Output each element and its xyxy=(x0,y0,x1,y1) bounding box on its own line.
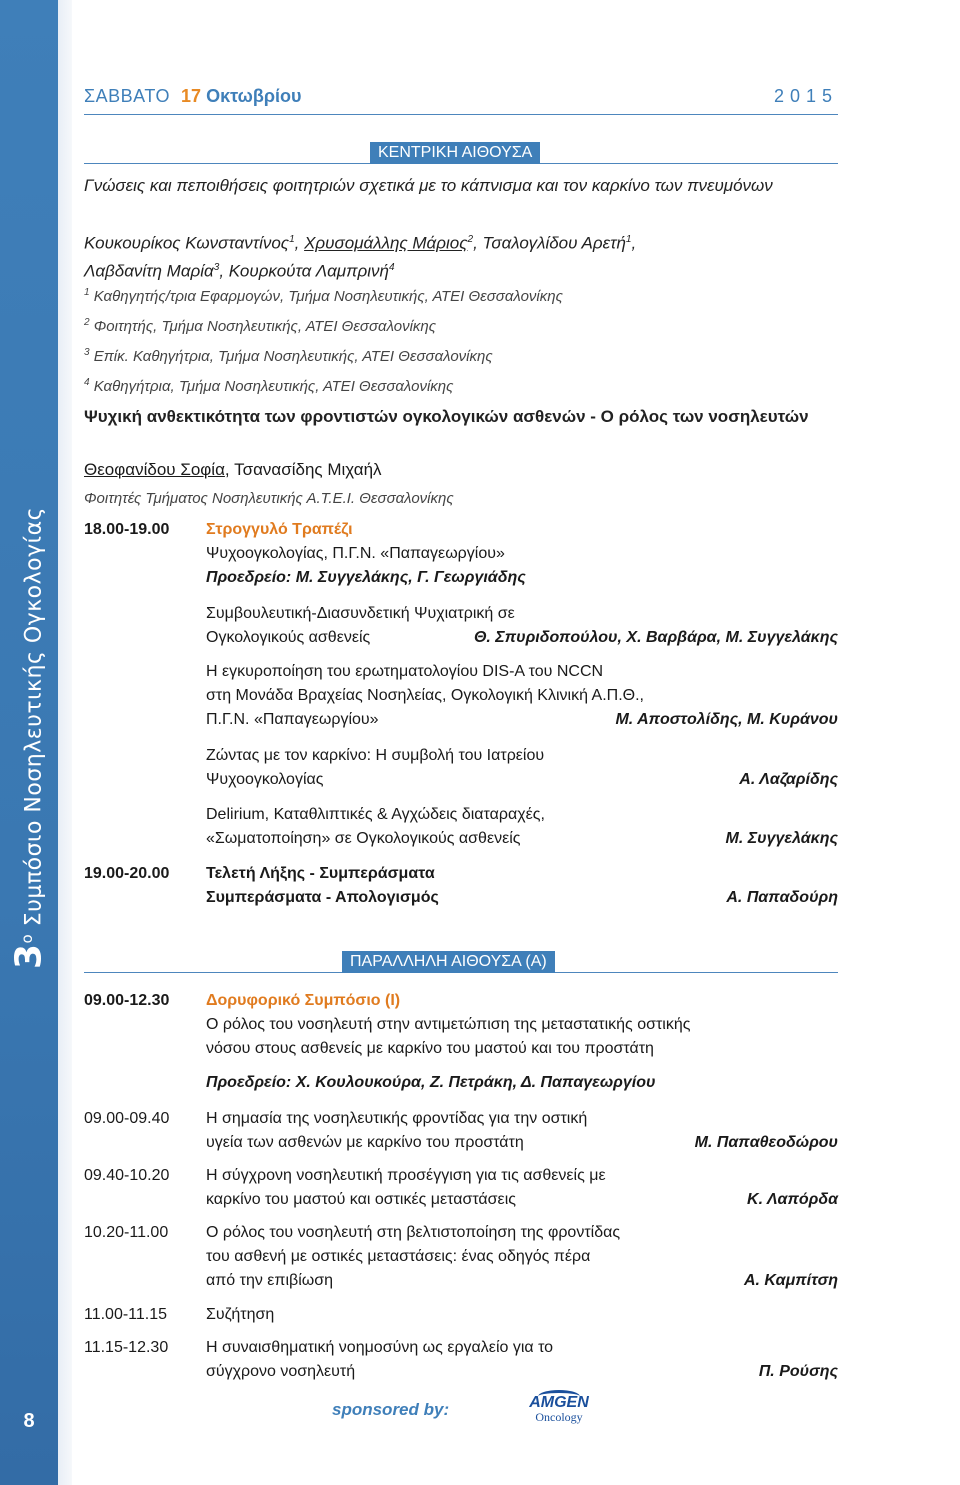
talk-item xyxy=(84,803,838,851)
talk-title-line: Π.Γ.Ν. «Παπαγεωργίου» xyxy=(206,711,379,728)
header-rule xyxy=(84,114,838,115)
abstract1-title: Γνώσεις και πεποιθήσεις φοιτητριών σχετικά με το κάπνισμα και τον καρκίνο των πνευμόνων xyxy=(84,176,773,195)
program-row-closing xyxy=(84,862,838,910)
program-row xyxy=(84,1221,838,1293)
logo-brand: AMGEN xyxy=(529,1394,589,1411)
talk-title-line: «Σωματοποίηση» σε Ογκολογικούς ασθενείς xyxy=(206,830,521,847)
closing-title-line: Τελετή Λήξης - Συμπεράσματα xyxy=(206,865,435,882)
program-row xyxy=(84,1303,838,1327)
closing-title-line: Συμπεράσματα - Απολογισμός xyxy=(206,889,439,906)
amgen-oncology-logo xyxy=(524,1394,594,1434)
logo-sub: Oncology xyxy=(535,1410,583,1424)
talk-title-line: Συζήτηση xyxy=(206,1306,275,1323)
program-row-round-table xyxy=(84,518,838,590)
author: Τσανασίδης Μιχαήλ xyxy=(234,460,382,479)
talk-speaker: Θ. Σπυριδοπούλου, Χ. Βαρβάρα, Μ. Συγγελάκης xyxy=(473,629,838,646)
central-hall-heading xyxy=(84,142,838,166)
talk-title-line: Η εγκυροποίηση του ερωτηματολογίου DIS-A του NCCN xyxy=(206,663,604,680)
talk-title-line: υγεία των ασθενών με καρκίνο του προστάτη xyxy=(206,1134,524,1151)
talk-speaker: Μ. Παπαθεοδώρου xyxy=(694,1134,838,1151)
talk-title-line: Η σύγχρονη νοσηλευτική προσέγγιση για τις ασθενείς με xyxy=(206,1167,606,1184)
time-slot: 18.00-19.00 xyxy=(84,521,170,538)
sidebar-band xyxy=(58,0,72,1485)
author: Κουρκούτα Λαμπρινή xyxy=(228,261,389,281)
affiliation-line: $^4$ Καθηγήτρια, Τμήμα Νοσηλευτικής, ΑΤΕΙ Θεσσαλονίκης xyxy=(84,377,454,395)
satellite-topic-line: νόσου στους ασθενείς με καρκίνο του μαστού και του προστάτη xyxy=(206,1040,654,1057)
talk-speaker: Μ. Συγγελάκης xyxy=(725,830,838,847)
affiliation-line: $^2$ Φοιτητής, Τμήμα Νοσηλευτικής, ΑΤΕΙ Θεσσαλονίκης xyxy=(84,317,437,335)
talk-title-line: Ζώντας με τον καρκίνο: Η συμβολή του Ιατρείου xyxy=(206,747,545,764)
talk-title-line: στη Μονάδα Βραχείας Νοσηλείας, Ογκολογική Κλινική Α.Π.Θ., xyxy=(206,687,644,704)
affiliation-line: $^1$ Καθηγητής/τρια Εφαρμογών, Τμήμα Νοσηλευτικής, ΑΤΕΙ Θεσσαλονίκης xyxy=(84,287,563,305)
section-label: ΚΕΝΤΡΙΚΗ ΑΙΘΟΥΣΑ xyxy=(370,142,540,164)
talk-title-line: καρκίνο του μαστού και οστικές μεταστάσεις xyxy=(206,1191,516,1208)
talk-title-line: Delirium, Καταθλιπτικές & Αγχώδεις διαταραχές, xyxy=(206,806,545,823)
parallel-hall-heading xyxy=(84,951,838,975)
abstract2-affiliation: Φοιτητές Τμήματος Νοσηλευτικής Α.Τ.Ε.Ι. Θεσσαλονίκης xyxy=(84,490,454,507)
author-sup: 2 xyxy=(467,234,474,245)
header-month: Οκτωβρίου xyxy=(206,86,302,106)
author-presenter: Θεοφανίδου Σοφία xyxy=(84,460,225,479)
vertical-title-wrap xyxy=(0,0,58,1485)
talk-title-line: Ογκολογικούς ασθενείς xyxy=(206,629,371,646)
author-sup: 4 xyxy=(388,261,395,273)
section-label: ΠΑΡΑΛΛΗΛΗ ΑΙΘΟΥΣΑ (Α) xyxy=(342,951,555,973)
vertical-title-sup: ο xyxy=(18,933,37,944)
round-table-chairs: Προεδρείο: Μ. Συγγελάκης, Γ. Γεωργιάδης xyxy=(206,569,526,586)
page-number: 8 xyxy=(23,1410,35,1432)
abstract1-affiliations xyxy=(84,280,838,400)
sponsored-by-label: sponsored by: xyxy=(332,1400,450,1419)
author: Τσαλογλίδου Αρετή xyxy=(482,233,626,253)
program-row xyxy=(84,1336,838,1384)
vertical-symposium-title xyxy=(9,478,50,998)
page-header xyxy=(84,86,838,112)
talk-item xyxy=(84,744,838,792)
talk-title-line: σύγχρονο νοσηλευτή xyxy=(206,1363,356,1380)
satellite-title: Δορυφορικό Συμπόσιο (Ι) xyxy=(206,992,401,1009)
program-row xyxy=(84,1164,838,1212)
author: Κουκουρίκος Κωνσταντίνος xyxy=(84,233,290,253)
author-sup: 1 xyxy=(625,234,632,245)
satellite-chairs: Προεδρείο: Χ. Κουλουκούρα, Ζ. Πετράκη, Δ. Παπαγεωργίου xyxy=(206,1074,656,1091)
header-day: ΣΑΒΒΑΤΟ xyxy=(84,86,170,106)
program-row-satellite xyxy=(84,989,838,1095)
header-date: 17 xyxy=(181,86,202,106)
time-slot: 11.15-12.30 xyxy=(84,1339,169,1356)
vertical-title-text: Συμπόσιο Νοσηλευτικής Ογκολογίας xyxy=(21,507,47,934)
program-row xyxy=(84,1107,838,1155)
talk-title-line: Συμβουλευτική-Διασυνδετική Ψυχιατρική σε xyxy=(206,605,515,622)
vertical-title-number: 3 xyxy=(8,943,50,969)
author-sup: 1 xyxy=(289,234,295,245)
time-slot: 09.00-09.40 xyxy=(84,1110,170,1127)
talk-title-line: του ασθενή με οστικές μεταστάσεις: ένας οδηγός πέρα xyxy=(206,1248,591,1265)
header-year: 2015 xyxy=(773,86,838,106)
affiliation-line: $^3$ Επίκ. Καθηγήτρια, Τμήμα Νοσηλευτικής, ΑΤΕΙ Θεσσαλονίκης xyxy=(84,347,493,365)
talk-title-line: Ψυχοογκολογίας xyxy=(206,771,324,788)
abstract2-title: Ψυχική ανθεκτικότητα των φροντιστών ογκολογικών ασθενών - Ο ρόλος των νοσηλευτών xyxy=(84,407,809,426)
talk-speaker: Α. Καμπίτση xyxy=(743,1272,838,1289)
time-slot: 19.00-20.00 xyxy=(84,865,170,882)
time-slot: 09.00-12.30 xyxy=(84,992,170,1009)
round-table-title: Στρογγυλό Τραπέζι xyxy=(206,521,353,538)
talk-item xyxy=(84,660,838,732)
talk-title-line: Η σημασία της νοσηλευτικής φροντίδας για την οστική xyxy=(206,1110,588,1127)
satellite-topic-line: Ο ρόλος του νοσηλευτή στην αντιμετώπιση της μεταστατικής οστικής xyxy=(206,1016,691,1033)
time-slot: 10.20-11.00 xyxy=(84,1224,169,1241)
talk-speaker: Π. Ρούσης xyxy=(758,1363,838,1380)
author-presenter: Χρυσομάλλης Μάριος xyxy=(304,233,468,253)
round-table-subtitle: Ψυχοογκολογίας, Π.Γ.Ν. «Παπαγεωργίου» xyxy=(206,545,505,562)
author: Λαβδανίτη Μαρία xyxy=(84,261,214,281)
talk-item xyxy=(84,602,838,650)
talk-speaker: Α. Παπαδούρη xyxy=(726,889,838,906)
abstract2-authors: Θεοφανίδου Σοφία, Τσανασίδης Μιχαήλ xyxy=(84,460,382,479)
talk-speaker: Μ. Αποστολίδης, Μ. Κυράνου xyxy=(615,711,838,728)
talk-title-line: από την επιβίωση xyxy=(206,1272,334,1289)
talk-speaker: Α. Λαζαρίδης xyxy=(739,771,838,788)
talk-title-line: Η συναισθηματική νοημοσύνη ως εργαλείο για το xyxy=(206,1339,554,1356)
talk-title-line: Ο ρόλος του νοσηλευτή στη βελτιστοποίηση της φροντίδας xyxy=(206,1224,621,1241)
abstract1-authors: Κουκουρίκος Κωνσταντίνος$^1$, Χρυσομάλλης Μάριος$^2$, Τσαλογλίδου Αρετή$^1$, Λαβδανίτη Μαρία$^3$, Κουρκούτα Λαμπρινή$^4$ xyxy=(84,233,637,281)
time-slot: 09.40-10.20 xyxy=(84,1167,170,1184)
talk-speaker: Κ. Λαπόρδα xyxy=(747,1191,838,1208)
author-sup: 3 xyxy=(213,261,220,273)
time-slot: 11.00-11.15 xyxy=(84,1306,168,1323)
logo-arc-icon xyxy=(538,1390,580,1403)
